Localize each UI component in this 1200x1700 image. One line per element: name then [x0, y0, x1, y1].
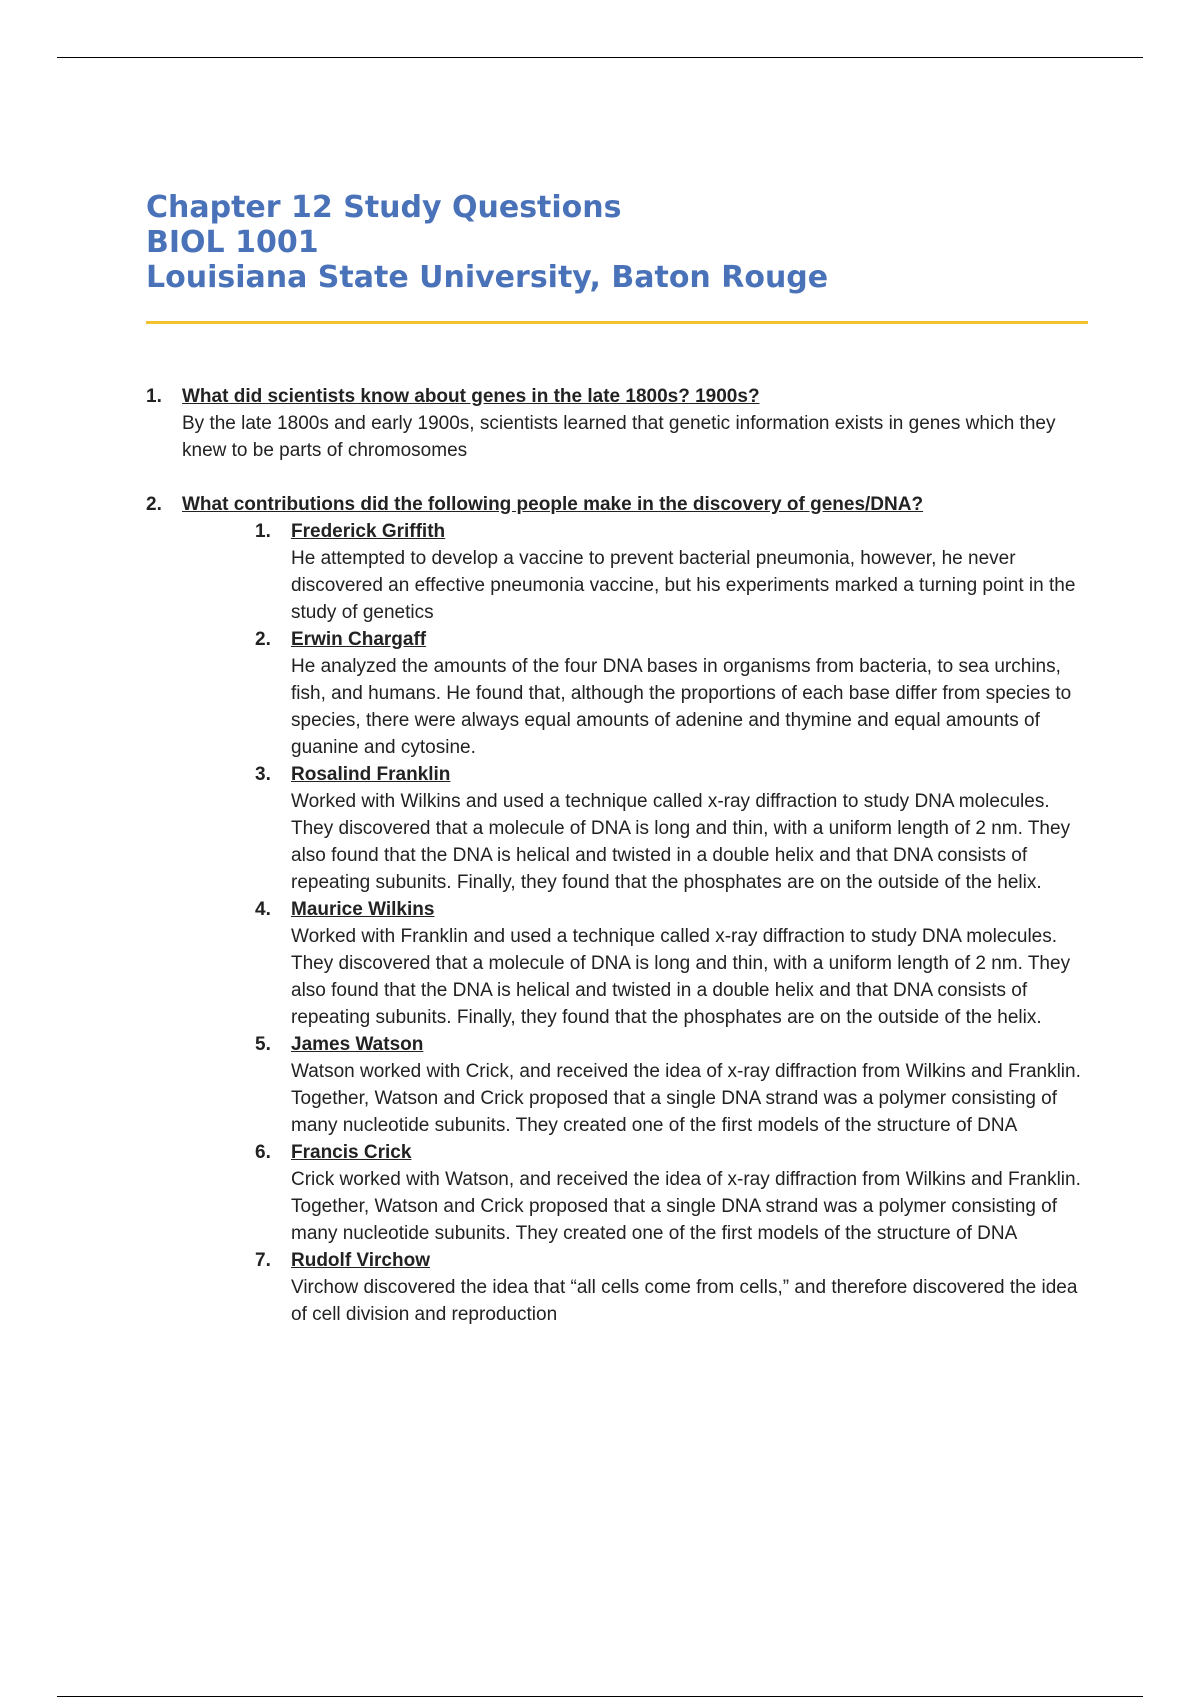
person-crick	[146, 1139, 1086, 1247]
question-answer: By the late 1800s and early 1900s, scientists learned that genetic information exists in genes which they knew to be parts of chromosomes	[182, 413, 1056, 461]
person-griffith	[146, 518, 1086, 626]
title-divider	[146, 321, 1088, 324]
person-number: 3.	[255, 764, 271, 785]
person-name: Francis Crick	[291, 1142, 412, 1163]
question-list	[146, 383, 1086, 1328]
question-number: 2.	[146, 494, 162, 515]
person-number: 4.	[255, 899, 271, 920]
person-watson	[146, 1031, 1086, 1139]
person-franklin	[146, 761, 1086, 896]
person-name: Rosalind Franklin	[291, 764, 451, 785]
document-title	[146, 190, 1086, 295]
title-line-course: BIOL 1001	[146, 225, 319, 260]
person-wilkins	[146, 896, 1086, 1031]
person-contribution: He analyzed the amounts of the four DNA bases in organisms from bacteria, to sea urchins, fish, and humans. He found that, although the proportions of each base differ from species to species, there were always equal amounts of adenine and thymine and equal amounts of guanine and cytosine.	[291, 656, 1072, 758]
person-name: Maurice Wilkins	[291, 899, 435, 920]
person-number: 1.	[255, 521, 271, 542]
title-line-chapter: Chapter 12 Study Questions	[146, 190, 622, 225]
person-name: James Watson	[291, 1034, 424, 1055]
person-contribution: Worked with Wilkins and used a technique called x-ray diffraction to study DNA molecules. They discovered that a molecule of DNA is long and thin, with a uniform length of 2 nm. They also found that the DNA is helical and twisted in a double helix and that DNA consists of repeating subunits. Finally, they found that the phosphates are on the outside of the helix.	[291, 791, 1071, 893]
person-contribution: Watson worked with Crick, and received the idea of x-ray diffraction from Wilkins and Franklin. Together, Watson and Crick proposed that a single DNA strand was a polymer consisting of many nucleotide subunits. They created one of the first models of the structure of DNA	[291, 1061, 1081, 1136]
person-contribution: Worked with Franklin and used a technique called x-ray diffraction to study DNA molecules. They discovered that a molecule of DNA is long and thin, with a uniform length of 2 nm. They also found that the DNA is helical and twisted in a double helix and that DNA consists of repeating subunits. Finally, they found that the phosphates are on the outside of the helix.	[291, 926, 1071, 1028]
person-number: 6.	[255, 1142, 271, 1163]
title-line-university: Louisiana State University, Baton Rouge	[146, 260, 829, 295]
person-virchow	[146, 1247, 1086, 1328]
question-text: What did scientists know about genes in the late 1800s? 1900s?	[182, 386, 760, 407]
person-name: Erwin Chargaff	[291, 629, 427, 650]
question-2	[146, 491, 1086, 518]
person-contribution: Crick worked with Watson, and received the idea of x-ray diffraction from Wilkins and Franklin. Together, Watson and Crick proposed that a single DNA strand was a polymer consisting of many nucleotide subunits. They created one of the first models of the structure of DNA	[291, 1169, 1081, 1244]
question-text: What contributions did the following people make in the discovery of genes/DNA?	[182, 494, 924, 515]
person-name: Rudolf Virchow	[291, 1250, 430, 1271]
person-number: 7.	[255, 1250, 271, 1271]
person-number: 2.	[255, 629, 271, 650]
person-name: Frederick Griffith	[291, 521, 446, 542]
person-chargaff	[146, 626, 1086, 761]
top-page-rule	[57, 57, 1143, 58]
person-contribution: He attempted to develop a vaccine to prevent bacterial pneumonia, however, he never discovered an effective pneumonia vaccine, but his experiments marked a turning point in the study of genetics	[291, 548, 1076, 623]
question-number: 1.	[146, 386, 162, 407]
bottom-page-rule	[57, 1696, 1143, 1697]
question-1	[146, 383, 1086, 464]
person-contribution: Virchow discovered the idea that “all cells come from cells,” and therefore discovered the idea of cell division and reproduction	[291, 1277, 1078, 1325]
person-number: 5.	[255, 1034, 271, 1055]
